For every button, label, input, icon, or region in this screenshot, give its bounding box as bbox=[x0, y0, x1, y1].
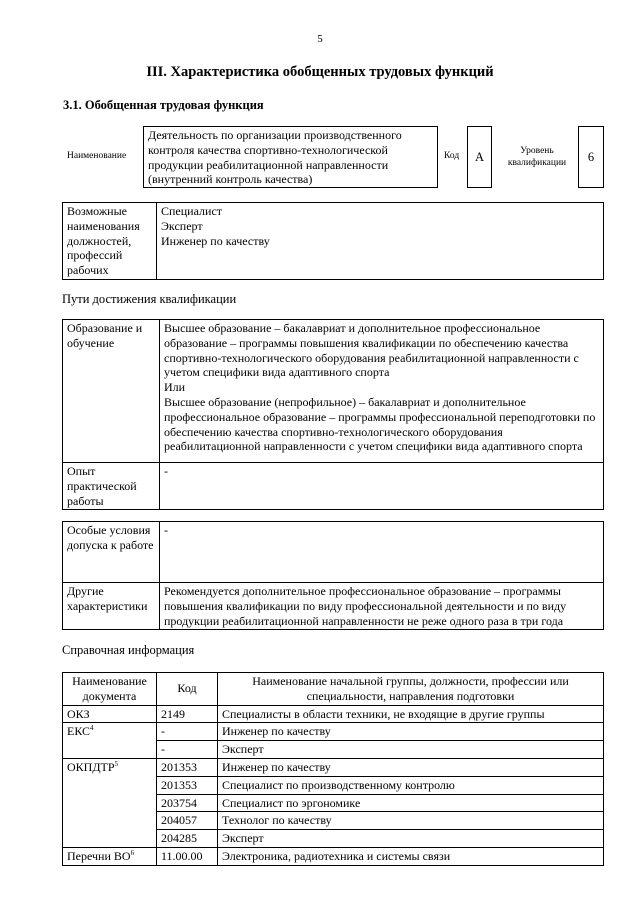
table-row bbox=[63, 847, 604, 865]
row-document: Перечни $ВО^6$ bbox=[63, 847, 157, 865]
name-label: Наименование bbox=[67, 151, 127, 161]
row-name: Эксперт bbox=[218, 741, 604, 759]
function-name-box bbox=[143, 126, 438, 188]
position-item: Инженер по качеству bbox=[161, 233, 270, 248]
section-title: III. Характеристика обобщенных трудовых функций bbox=[146, 64, 494, 80]
row-code: 204285 bbox=[157, 830, 218, 848]
code-value: А bbox=[474, 149, 485, 164]
row-name: Технолог по качеству bbox=[218, 812, 604, 830]
row-document: ОКЗ bbox=[63, 705, 157, 723]
level-value: 6 bbox=[587, 149, 595, 164]
header-name: Наименование начальной группы, должности, профессии или специальности, направления подготовки bbox=[218, 673, 604, 706]
row-name: Инженер по качеству bbox=[218, 723, 604, 741]
qualification-table bbox=[62, 319, 604, 510]
row-code: 201353 bbox=[157, 776, 218, 794]
row-code: 201353 bbox=[157, 758, 218, 776]
position-item: Специалист bbox=[161, 204, 223, 218]
row-code: - bbox=[157, 723, 218, 741]
header-document: Наименование документа bbox=[63, 673, 157, 706]
row-code: 11.00.00 bbox=[157, 847, 218, 865]
row-document: ОКПДТР$^5$ bbox=[63, 758, 157, 847]
row-document: ЕКС$^4$ bbox=[63, 723, 157, 759]
table-row bbox=[63, 723, 604, 741]
positions-values bbox=[157, 203, 604, 280]
other-value: Рекомендуется дополнительное профессиональное образование – программы повышения квалификации по виду профессиональной деятельности и по виду продукции реабилитационной направленности не реже одного раза в три года bbox=[160, 583, 604, 630]
positions-table bbox=[62, 202, 604, 280]
function-name-value: Деятельность по организации производственного контроля качества спортивно-технологической продукции реабилитационной направленности (внутренний контроль качества) bbox=[148, 128, 402, 187]
level-box bbox=[578, 126, 604, 188]
header-code: Код bbox=[157, 673, 218, 706]
row-name: Специалисты в области техники, не входящие в другие группы bbox=[218, 705, 604, 723]
conditions-value: - bbox=[160, 522, 604, 583]
row-code: 203754 bbox=[157, 794, 218, 812]
education-label: Образование и обучение bbox=[63, 320, 160, 463]
conditions-table bbox=[62, 521, 604, 630]
education-or: Или bbox=[164, 380, 186, 395]
level-label: Уровень квалификации bbox=[507, 146, 567, 168]
reference-heading: Справочная информация bbox=[62, 643, 195, 657]
row-name: Электроника, радиотехника и системы связи bbox=[218, 847, 604, 865]
positions-label: Возможные наименования должностей, профессий рабочих bbox=[63, 203, 157, 280]
paths-heading: Пути достижения квалификации bbox=[62, 292, 237, 306]
education-option-1: Высшее образование – бакалавриат и дополнительное профессиональное образование – программы повышения квалификации по обеспечению качества спортивно-технологического оборудования реабилитационной направленности с учетом специфики вида адаптивного спорта bbox=[164, 321, 579, 380]
subsection-title: 3.1. Обобщенная трудовая функция bbox=[63, 98, 264, 112]
reference-table bbox=[62, 672, 604, 866]
row-code: - bbox=[157, 741, 218, 759]
row-name: Эксперт bbox=[218, 830, 604, 848]
education-value bbox=[160, 320, 604, 463]
code-box bbox=[467, 126, 492, 188]
experience-label: Опыт практической работы bbox=[63, 463, 160, 510]
footnote-mark: 6 bbox=[130, 848, 135, 857]
other-label: Другие характеристики bbox=[63, 583, 160, 630]
page-number: 5 bbox=[317, 33, 323, 45]
table-row bbox=[63, 705, 604, 723]
experience-value: - bbox=[160, 463, 604, 510]
row-name: Специалист по производственному контролю bbox=[218, 776, 604, 794]
education-option-2: Высшее образование (непрофильное) – бакалавриат и дополнительное профессиональное образование – программы профессиональной переподготовки по обеспечению качества спортивно-технологического оборудования реабилитационной направленности с учетом специфики вида адаптивного спорта bbox=[164, 394, 596, 454]
footnote-mark: 5 bbox=[114, 759, 119, 768]
code-label: Код bbox=[444, 151, 460, 161]
row-name: Инженер по качеству bbox=[218, 758, 604, 776]
conditions-label: Особые условия допуска к работе bbox=[63, 522, 160, 583]
table-row bbox=[63, 758, 604, 776]
row-name: Специалист по эргономике bbox=[218, 794, 604, 812]
row-code: 204057 bbox=[157, 812, 218, 830]
footnote-mark: 4 bbox=[90, 724, 94, 733]
reference-header-row bbox=[63, 673, 604, 706]
position-item: Эксперт bbox=[161, 218, 203, 233]
row-code: 2149 bbox=[157, 705, 218, 723]
